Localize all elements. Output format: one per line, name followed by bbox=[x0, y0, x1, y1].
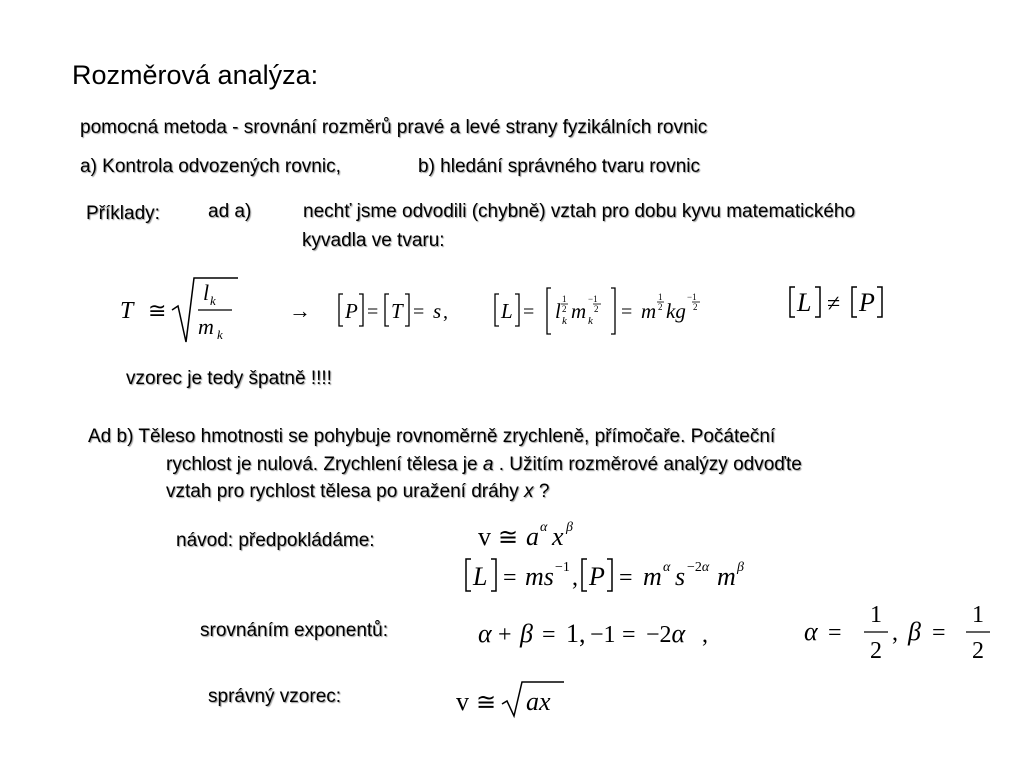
svg-text:T: T bbox=[391, 299, 403, 323]
pendulum-formula bbox=[110, 270, 250, 350]
svg-text:T: T bbox=[120, 298, 134, 324]
svg-text:→: → bbox=[289, 298, 311, 323]
svg-text:=: = bbox=[503, 565, 517, 591]
hint-label: návod: předpokládáme: bbox=[176, 530, 375, 551]
svg-text:1: 1 bbox=[658, 292, 663, 302]
svg-text:−1: −1 bbox=[588, 294, 598, 304]
svg-text:α: α bbox=[804, 617, 818, 646]
acceleration-symbol: a bbox=[482, 454, 494, 475]
ad-b-line2 bbox=[166, 454, 802, 476]
svg-text:P: P bbox=[859, 288, 875, 317]
examples-label: Příklady: bbox=[86, 203, 160, 224]
svg-text:=: = bbox=[621, 301, 633, 323]
question-mark: ? bbox=[538, 481, 550, 502]
svg-text:=: = bbox=[622, 622, 636, 648]
svg-text:s: s bbox=[433, 299, 442, 323]
correct-label: správný vzorec: bbox=[208, 686, 342, 707]
svg-text:α: α bbox=[663, 560, 671, 575]
ad-b-line2-pre: rychlost je nulová. Zrychlení tělesa je bbox=[166, 454, 478, 475]
svg-text:ms: ms bbox=[525, 562, 554, 591]
svg-text:2: 2 bbox=[658, 302, 663, 312]
ad-b-line3 bbox=[166, 481, 549, 503]
ad-b-line3-pre: vztah pro rychlost tělesa po uražení dráhy bbox=[166, 481, 519, 502]
svg-text:2: 2 bbox=[972, 638, 984, 664]
ad-b-line1: Ad b) Těleso hmotnosti se pohybuje rovnoměrně zrychleně, přímočaře. Počáteční bbox=[88, 426, 776, 447]
svg-text:1,: 1, bbox=[566, 619, 586, 648]
assumption-formula bbox=[470, 515, 610, 555]
correct-formula bbox=[450, 676, 580, 720]
svg-text:−2α: −2α bbox=[646, 619, 686, 648]
distance-symbol: x bbox=[524, 481, 534, 502]
svg-text:s: s bbox=[675, 562, 686, 591]
svg-text:=: = bbox=[619, 565, 633, 591]
ad-a-label: ad a) bbox=[208, 201, 252, 222]
svg-text:2: 2 bbox=[870, 638, 882, 664]
svg-text:α: α bbox=[478, 619, 492, 648]
svg-text:1: 1 bbox=[562, 294, 567, 304]
svg-text:1: 1 bbox=[972, 602, 984, 628]
svg-text:l: l bbox=[203, 280, 210, 305]
svg-text:≠: ≠ bbox=[827, 291, 841, 317]
svg-text:2: 2 bbox=[594, 304, 599, 314]
svg-text:β: β bbox=[520, 619, 533, 648]
svg-text:m: m bbox=[641, 299, 657, 323]
svg-text:x: x bbox=[552, 522, 564, 551]
svg-text:k: k bbox=[210, 293, 216, 308]
svg-text:β: β bbox=[908, 617, 921, 646]
svg-text:=: = bbox=[542, 622, 556, 648]
svg-text:−2α: −2α bbox=[687, 560, 710, 575]
svg-text:=: = bbox=[932, 620, 946, 646]
dimension-formula bbox=[285, 282, 735, 342]
inequality-formula bbox=[785, 283, 925, 323]
dimension-equation bbox=[455, 555, 855, 597]
svg-text:=: = bbox=[828, 620, 842, 646]
svg-text:m: m bbox=[198, 314, 214, 339]
point-a: a) Kontrola odvozených rovnic, bbox=[80, 156, 341, 177]
svg-text:−1: −1 bbox=[555, 560, 570, 575]
svg-text:,: , bbox=[443, 301, 448, 323]
svg-text:L: L bbox=[501, 299, 513, 323]
svg-text:2: 2 bbox=[693, 302, 698, 312]
intro-line: pomocná metoda - srovnání rozměrů pravé a levé strany fyzikálních rovnic bbox=[80, 117, 708, 138]
svg-text:−1: −1 bbox=[687, 292, 697, 302]
svg-text:kg: kg bbox=[666, 299, 686, 323]
svg-text:≅: ≅ bbox=[498, 525, 519, 551]
svg-text:+: + bbox=[498, 622, 512, 648]
svg-text:m: m bbox=[571, 299, 587, 323]
svg-text:α: α bbox=[540, 520, 548, 535]
svg-text:L: L bbox=[797, 288, 812, 317]
svg-text:=: = bbox=[413, 301, 425, 323]
svg-text:a: a bbox=[526, 522, 539, 551]
svg-text:,: , bbox=[892, 620, 898, 646]
svg-text:≅: ≅ bbox=[148, 298, 167, 323]
svg-text:,: , bbox=[572, 565, 578, 591]
svg-text:≅: ≅ bbox=[476, 690, 497, 716]
exponent-solution bbox=[800, 596, 1000, 666]
svg-text:1: 1 bbox=[870, 602, 882, 628]
ad-a-text-cont: kyvadla ve tvaru: bbox=[302, 230, 445, 251]
svg-text:β: β bbox=[737, 560, 744, 575]
compare-label: srovnáním exponentů: bbox=[200, 620, 389, 641]
exponent-equations bbox=[474, 612, 784, 652]
ad-a-text: nechť jsme odvodili (chybně) vztah pro dobu kyvu matematického bbox=[303, 201, 856, 222]
svg-text:=: = bbox=[523, 301, 535, 323]
wrong-note: vzorec je tedy špatně !!!! bbox=[126, 368, 332, 389]
svg-text:m: m bbox=[717, 562, 736, 591]
svg-text:v: v bbox=[478, 522, 491, 551]
svg-text:k: k bbox=[562, 315, 567, 327]
svg-text:ax: ax bbox=[526, 687, 551, 716]
svg-text:k: k bbox=[588, 315, 593, 327]
svg-text:k: k bbox=[217, 327, 223, 342]
svg-text:=: = bbox=[367, 301, 379, 323]
svg-text:P: P bbox=[589, 562, 605, 591]
point-b: b) hledání správného tvaru rovnic bbox=[418, 156, 700, 177]
svg-text:v: v bbox=[456, 687, 469, 716]
svg-text:P: P bbox=[345, 299, 358, 323]
svg-text:−1: −1 bbox=[590, 622, 616, 648]
svg-text:l: l bbox=[555, 299, 561, 323]
ad-b-line2-post: . Užitím rozměrové analýzy odvoďte bbox=[498, 454, 802, 475]
svg-text:β: β bbox=[566, 520, 573, 535]
svg-text:2: 2 bbox=[562, 304, 567, 314]
svg-text:m: m bbox=[643, 562, 662, 591]
svg-text:,: , bbox=[702, 622, 708, 648]
slide-title: Rozměrová analýza: bbox=[72, 60, 319, 90]
svg-text:L: L bbox=[473, 562, 488, 591]
